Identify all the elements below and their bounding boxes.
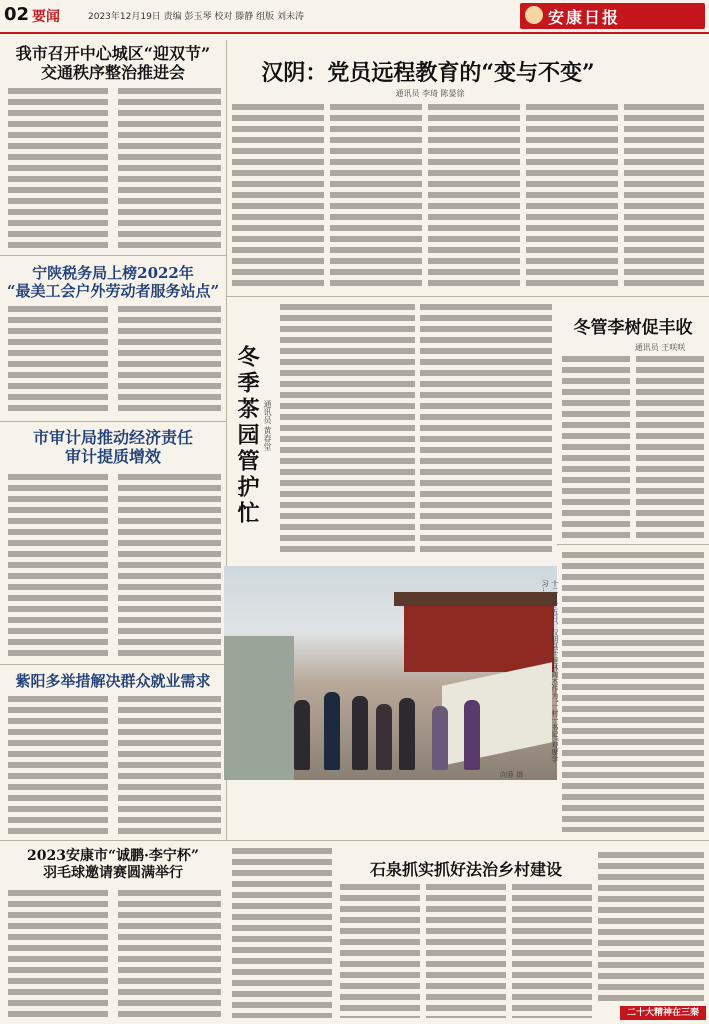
- person-figure: [376, 704, 392, 770]
- section-divider: [226, 296, 709, 297]
- headline-line: 宁陕税务局上榜2022年: [32, 264, 194, 282]
- article-body: [8, 696, 108, 834]
- byline: 通讯员 黄春堂: [263, 400, 272, 451]
- article-headline: 紫阳多举措解决群众就业需求: [15, 672, 211, 690]
- person-figure: [324, 692, 340, 770]
- building-shape: [404, 602, 554, 672]
- gate-shape: [224, 636, 294, 780]
- article-body: [624, 104, 704, 290]
- article-body: [8, 88, 108, 248]
- article-body: [118, 696, 221, 834]
- article-body: [428, 104, 520, 290]
- article-headline: [0, 44, 226, 82]
- header-rule: [0, 32, 709, 34]
- article-body: [562, 552, 704, 832]
- article-headline: 冬季茶园管护忙: [234, 345, 260, 527]
- article-body: [330, 104, 422, 290]
- edition-meta: 2023年12月19日 责编 彭玉琴 校对 滕静 组版 刘未涛: [88, 12, 304, 22]
- section-divider: [0, 664, 226, 665]
- person-figure: [294, 700, 310, 770]
- article-headline: 石泉抓实抓好法治乡村建设: [369, 860, 562, 879]
- article-body: [8, 306, 108, 414]
- article-body: [562, 356, 630, 538]
- headline-line: 羽毛球邀请赛圆满举行: [43, 864, 183, 881]
- headline-line: 审计提质增效: [64, 447, 161, 467]
- byline: 通讯员 王咲咲: [634, 343, 686, 352]
- person-figure: [352, 696, 368, 770]
- article-body: [598, 852, 704, 1002]
- person-figure: [464, 700, 480, 770]
- article-body: [118, 890, 221, 1018]
- article-body: [118, 306, 221, 414]
- article-headline: 汉阴：党员远程教育的“变与不变”: [261, 60, 595, 86]
- article-body: [636, 356, 704, 538]
- photo-credit: 向蓉 摄: [500, 771, 524, 779]
- display-board: [442, 662, 552, 765]
- person-figure: [399, 698, 415, 770]
- page-header: [0, 0, 709, 34]
- person-figure: [432, 706, 448, 770]
- article-body: [8, 890, 108, 1018]
- article-body: [232, 848, 332, 1018]
- article-headline: 冬管李树促丰收: [573, 318, 693, 338]
- article-body: [420, 304, 552, 556]
- emblem-icon: [525, 6, 543, 24]
- headline-line: 2023安康市“诚鹏·李宁杯”: [27, 848, 199, 864]
- article-headline: [0, 848, 226, 882]
- article-body: [512, 884, 592, 1018]
- article-body: [526, 104, 618, 290]
- article-body: [280, 304, 415, 556]
- section-divider: [0, 840, 709, 841]
- headline-line: 我市召开中心城区“迎双节”: [15, 44, 211, 63]
- photo-caption: 十二月十五日，汉阴县十里林陶杰作为“一村一书记”观摩学习…: [541, 580, 559, 763]
- section-divider: [557, 544, 709, 545]
- article-headline: [0, 264, 226, 300]
- article-body: [426, 884, 506, 1018]
- headline-line: 交通秩序整治推进会: [40, 63, 185, 83]
- byline: 通讯员 李琦 陈晏徐: [395, 89, 465, 98]
- section-divider: [0, 421, 226, 422]
- news-photo: [224, 566, 557, 780]
- article-body: [8, 474, 108, 658]
- article-body: [340, 884, 420, 1018]
- headline-line: 市审计局推动经济责任: [32, 428, 193, 447]
- logo-text: 安康日报: [548, 8, 621, 27]
- article-headline: [0, 428, 226, 466]
- roof-shape: [394, 592, 557, 606]
- article-body: [232, 104, 324, 290]
- article-body: [118, 474, 221, 658]
- headline-line: “最美工会户外劳动者服务站点”: [6, 282, 220, 300]
- section-divider: [0, 255, 226, 256]
- column-badge: 二十大精神在三秦: [620, 1006, 706, 1020]
- section-name: 要闻: [32, 9, 60, 25]
- article-body: [118, 88, 221, 248]
- page-number: 02: [4, 4, 30, 25]
